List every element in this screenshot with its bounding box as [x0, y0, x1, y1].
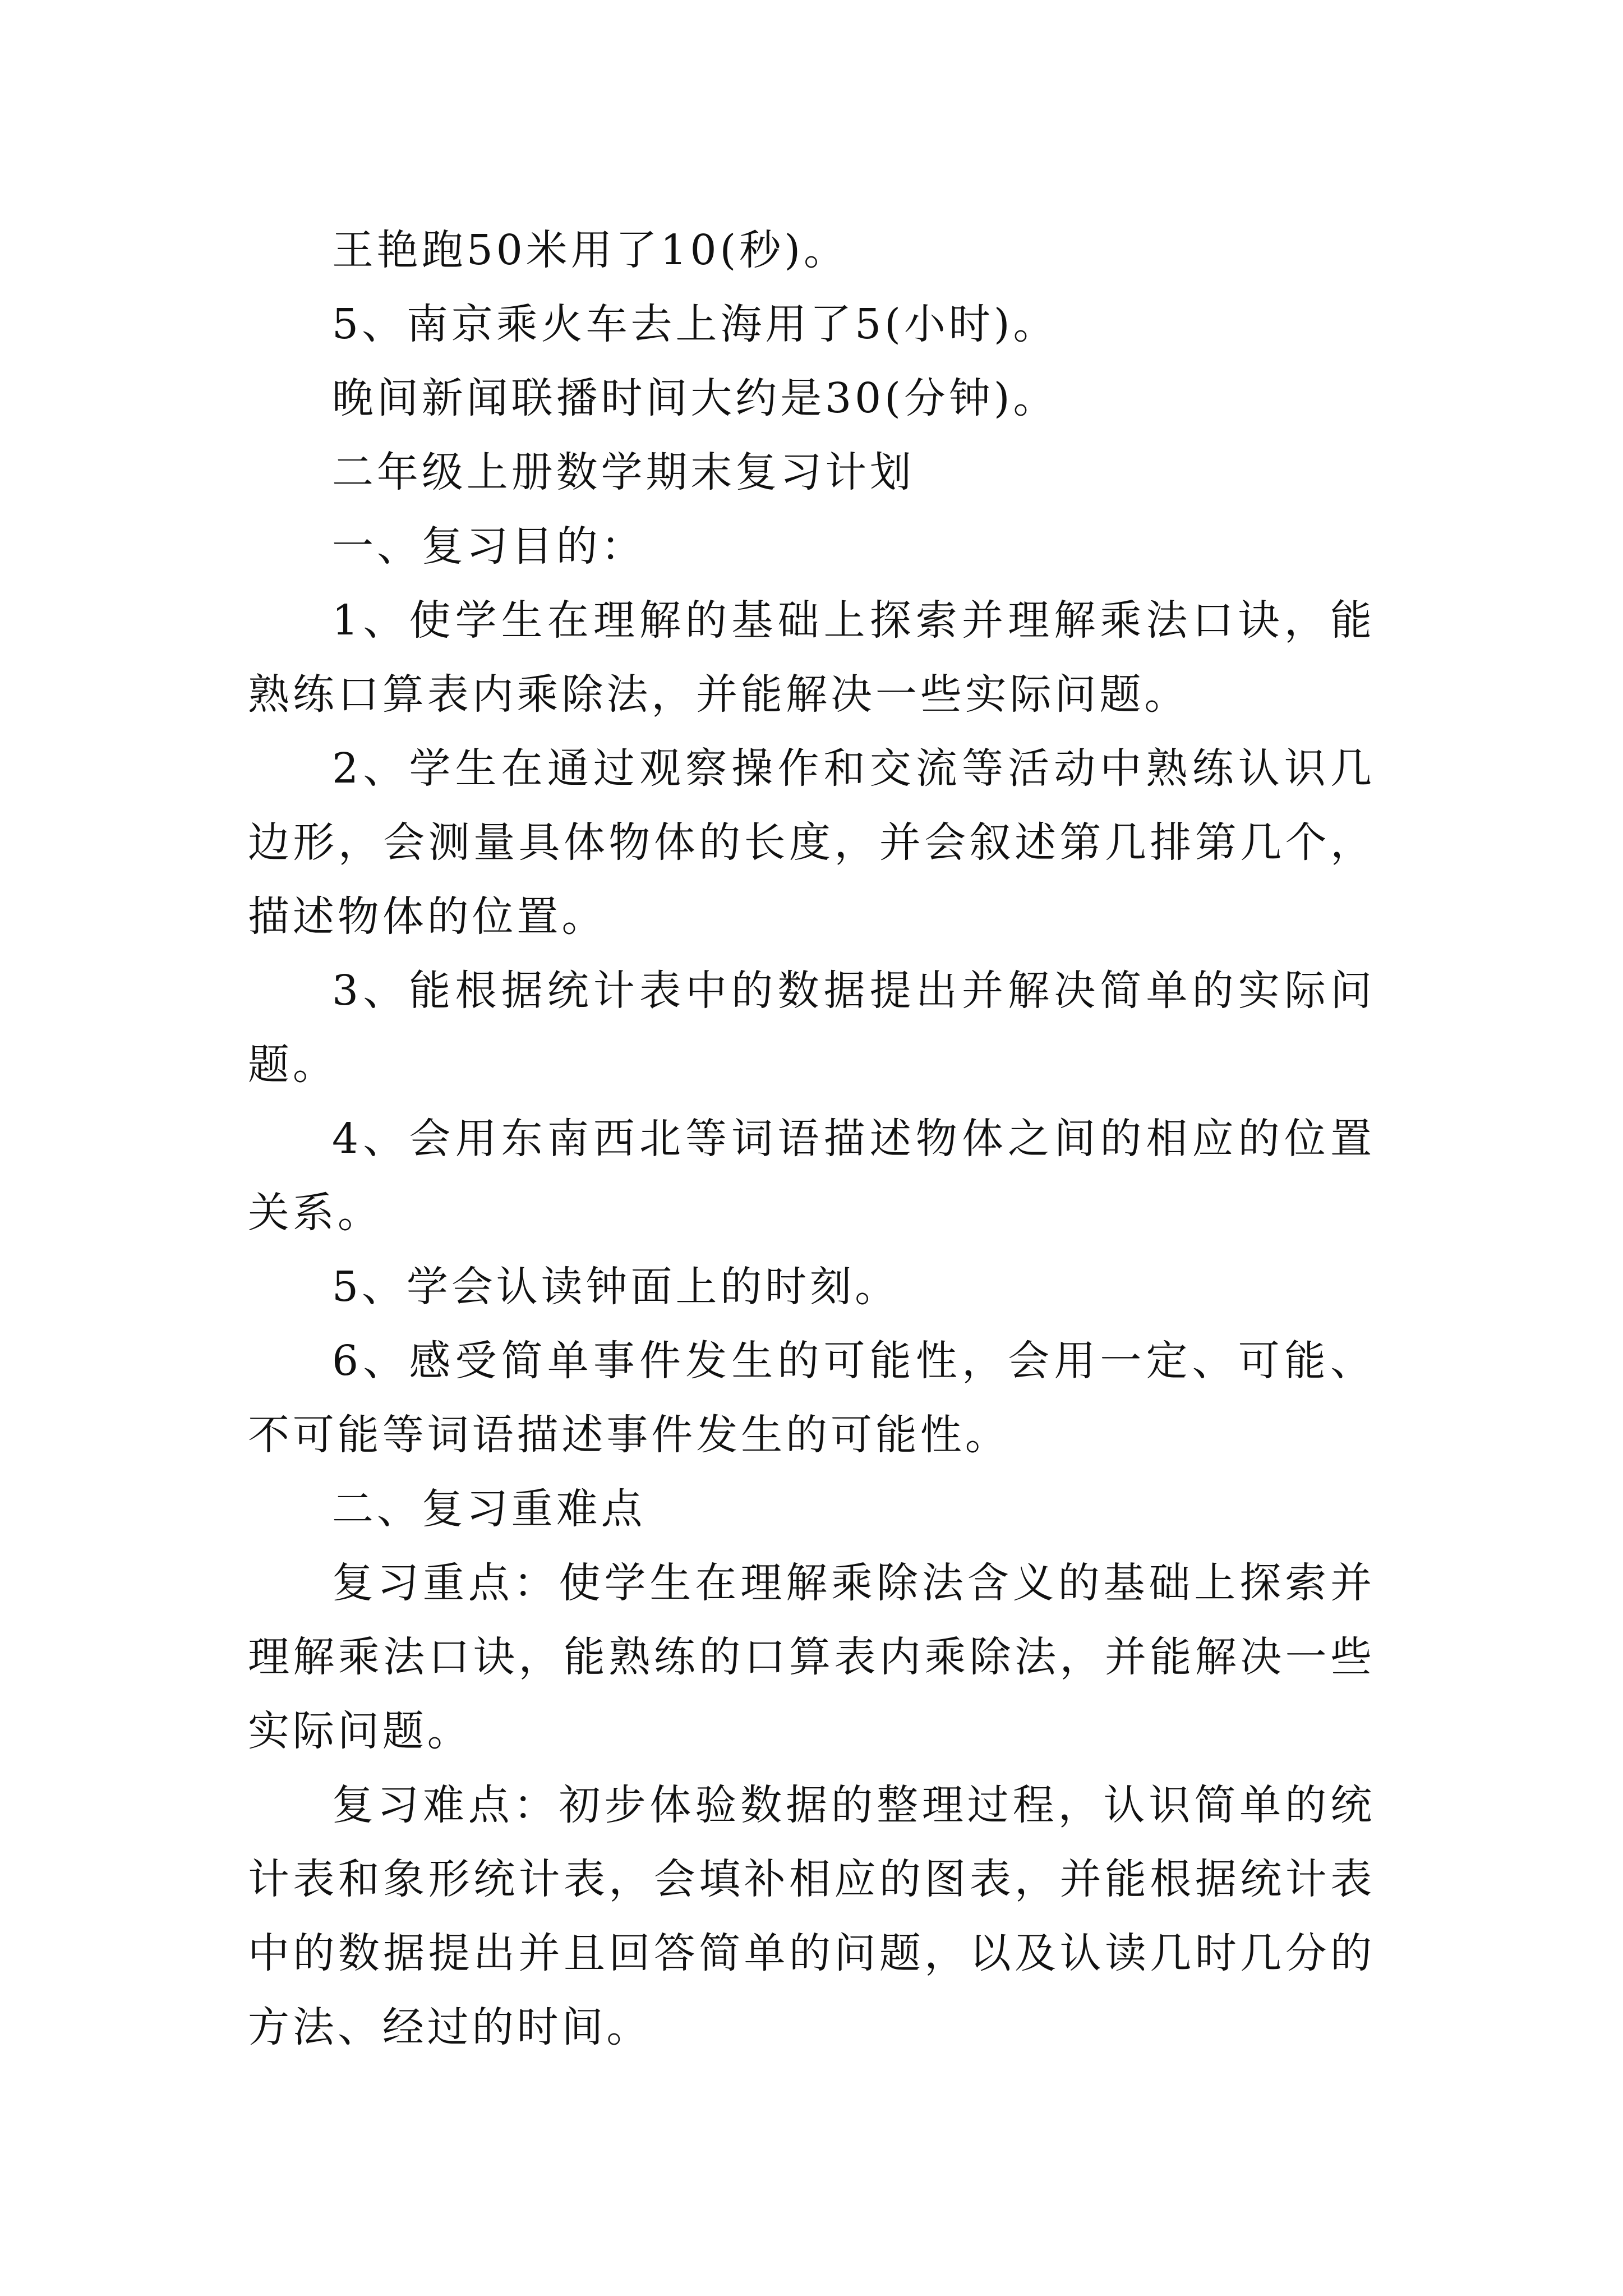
paragraph-3: 晚间新闻联播时间大约是30(分钟)。	[332, 374, 1058, 422]
goal-item-5: 5、学会认读钟面上的时刻。	[332, 1263, 900, 1311]
heading-review-goals: 一、复习目的：	[332, 522, 646, 570]
goal-item-4: 4、会用东南西北等词语描述物体之间的相应的位置关系。	[248, 1115, 1375, 1237]
paragraph-2: 5、南京乘火车去上海用了5(小时)。	[332, 300, 1058, 348]
difficult-point-paragraph: 复习难点：初步体验数据的整理过程，认识简单的统计表和象形统计表，会填补相应的图表，并能根据统计表中的数据提出并且回答简单的问题，以及认读几时几分的方法、经过的时间。	[248, 1781, 1375, 2051]
key-point-paragraph: 复习重点：使学生在理解乘除法含义的基础上探索并理解乘法口诀，能熟练的口算表内乘除法，并能解决一些实际问题。	[248, 1559, 1375, 1755]
document-body	[248, 213, 1375, 2064]
goal-item-6: 6、感受简单事件发生的可能性，会用一定、可能、不可能等词语描述事件发生的可能性。	[248, 1337, 1375, 1459]
goal-item-1: 1、使学生在理解的基础上探索并理解乘法口诀，能熟练口算表内乘除法，并能解决一些实际问题。	[248, 596, 1375, 719]
goal-item-2: 2、学生在通过观察操作和交流等活动中熟练认识几边形，会测量具体物体的长度，并会叙述第几排第几个，描述物体的位置。	[248, 744, 1375, 941]
section-title: 二年级上册数学期末复习计划	[332, 448, 915, 496]
paragraph-1: 王艳跑50米用了10(秒)。	[332, 226, 849, 274]
heading-key-points: 二、复习重难点	[332, 1485, 646, 1533]
goal-item-3: 3、能根据统计表中的数据提出并解决简单的实际问题。	[248, 967, 1375, 1089]
